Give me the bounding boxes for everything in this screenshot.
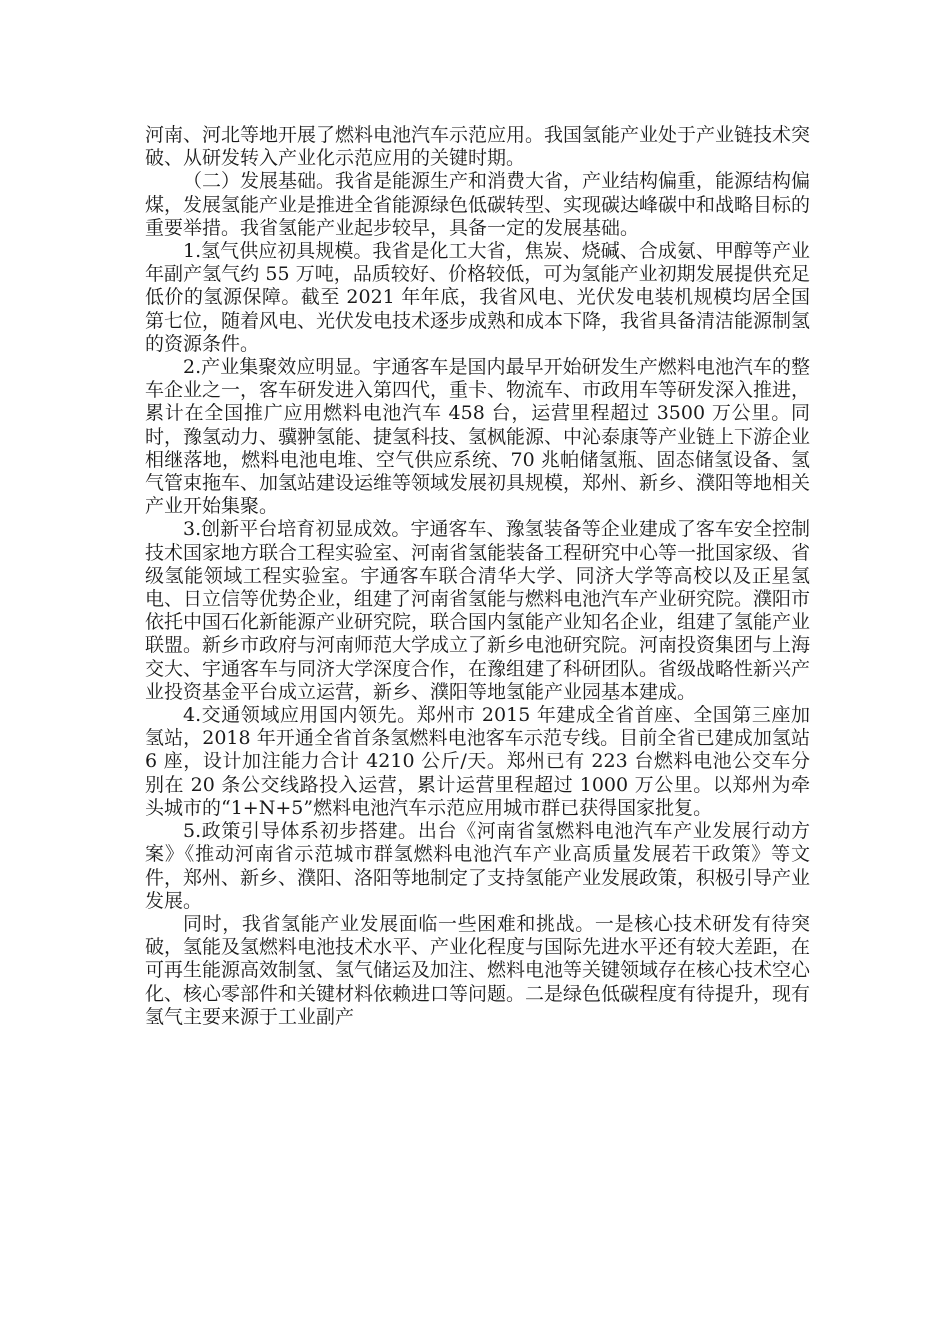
paragraph-hydrogen-supply: 1.氢气供应初具规模。我省是化工大省，焦炭、烧碱、合成氨、甲醇等产业年副产氢气约 55 万吨，品质较好、价格较低，可为氢能产业初期发展提供充足低价的氢源保障。截至 2021 年年底，我省风电、光伏发电装机规模均居全国第七位，随着风电、光伏发电技术逐步成熟和成本下降，我省具备清洁能源制氢的资源条件。 (145, 240, 811, 355)
paragraph-challenges: 同时，我省氢能产业发展面临一些困难和挑战。一是核心技术研发有待突破，氢能及氢燃料电池技术水平、产业化程度与国际先进水平还有较大差距，在可再生能源高效制氢、氢气储运及加注、燃料电池等关键领域存在核心技术空心化、核心零部件和关键材料依赖进口等问题。二是绿色低碳程度有待提升，现有氢气主要来源于工业副产 (145, 912, 811, 1028)
paragraph-innovation-platform: 3.创新平台培育初显成效。宇通客车、豫氢装备等企业建成了客车安全控制技术国家地方联合工程实验室、河南省氢能装备工程研究中心等一批国家级、省级氢能领域工程实验室。宇通客车联合清华大学、同济大学等高校以及正星氢电、日立信等优势企业，组建了河南省氢能与燃料电池汽车产业研究院。濮阳市依托中国石化新能源产业研究院，联合国内氢能产业知名企业，组建了氢能产业联盟。新乡市政府与河南师范大学成立了新乡电池研究院。河南投资集团与上海交大、宇通客车与同济大学深度合作，在豫组建了科研团队。省级战略性新兴产业投资基金平台成立运营，新乡、濮阳等地氢能产业园基本建成。 (145, 518, 811, 703)
document-page (145, 124, 810, 1029)
paragraph-industry-cluster: 2.产业集聚效应明显。宇通客车是国内最早开始研发生产燃料电池汽车的整车企业之一，客车研发进入第四代，重卡、物流车、市政用车等研发深入推进，累计在全国推广应用燃料电池汽车 458 台，运营里程超过 3500 万公里。同时，豫氢动力、骥翀氢能、捷氢科技、氢枫能源、中沁泰康等产业链上下游企业相继落地，燃料电池电堆、空气供应系统、70 兆帕储氢瓶、固态储氢设备、氢气管束拖车、加氢站建设运维等领域发展初具规模，郑州、新乡、濮阳等地相关产业开始集聚。 (145, 356, 811, 518)
paragraph-development-basis: （二）发展基础。我省是能源生产和消费大省，产业结构偏重，能源结构偏煤，发展氢能产业是推进全省能源绿色低碳转型、实现碳达峰碳中和战略目标的重要举措。我省氢能产业起步较早，具备一定的发展基础。 (145, 170, 811, 239)
paragraph-continuation: 河南、河北等地开展了燃料电池汽车示范应用。我国氢能产业处于产业链技术突破、从研发转入产业化示范应用的关键时期。 (145, 124, 811, 170)
paragraph-transport-application: 4.交通领域应用国内领先。郑州市 2015 年建成全省首座、全国第三座加氢站，2018 年开通全省首条氢燃料电池客车示范专线。目前全省已建成加氢站 6 座，设计加注能力合计 4210 公斤/天。郑州已有 223 台燃料电池公交车分别在 20 条公交线路投入运营，累计运营里程超过 1000 万公里。以郑州为牵头城市的“1+N+5”燃料电池汽车示范应用城市群已获得国家批复。 (145, 704, 810, 819)
paragraph-policy-system: 5.政策引导体系初步搭建。出台《河南省氢燃料电池汽车产业发展行动方案》《推动河南省示范城市群氢燃料电池汽车产业高质量发展若干政策》等文件，郑州、新乡、濮阳、洛阳等地制定了支持氢能产业发展政策，积极引导产业发展。 (145, 820, 811, 912)
